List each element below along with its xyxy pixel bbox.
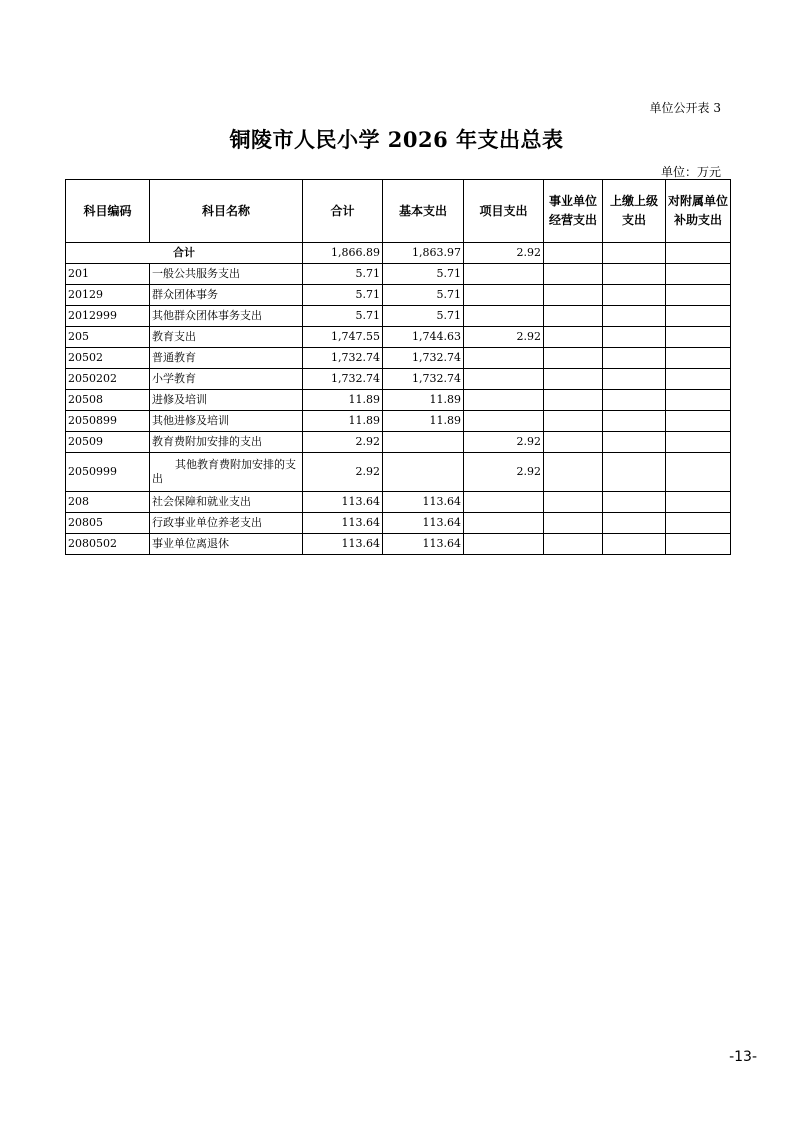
row-operation bbox=[544, 453, 603, 492]
row-operation bbox=[544, 411, 603, 432]
page-number: -13- bbox=[729, 1049, 757, 1065]
header-operation: 事业单位经营支出 bbox=[544, 180, 603, 243]
row-code: 2080502 bbox=[66, 534, 150, 555]
row-total: 11.89 bbox=[303, 390, 383, 411]
row-code: 2050899 bbox=[66, 411, 150, 432]
row-code: 201 bbox=[66, 264, 150, 285]
page-title: 铜陵市人民小学 2026 年支出总表 bbox=[229, 127, 564, 152]
row-total: 5.71 bbox=[303, 264, 383, 285]
row-upper bbox=[603, 306, 666, 327]
row-subsidy bbox=[666, 264, 731, 285]
row-project bbox=[464, 390, 544, 411]
table-row bbox=[66, 306, 731, 327]
row-project bbox=[464, 411, 544, 432]
row-project bbox=[464, 369, 544, 390]
row-code: 20509 bbox=[66, 432, 150, 453]
total-row bbox=[66, 243, 731, 264]
row-code: 205 bbox=[66, 327, 150, 348]
row-operation bbox=[544, 492, 603, 513]
row-basic: 1,732.74 bbox=[383, 348, 464, 369]
row-total: 2.92 bbox=[303, 432, 383, 453]
row-total: 113.64 bbox=[303, 513, 383, 534]
row-project bbox=[464, 513, 544, 534]
header-row bbox=[66, 180, 731, 243]
row-upper bbox=[603, 348, 666, 369]
row-basic: 11.89 bbox=[383, 411, 464, 432]
row-upper bbox=[603, 534, 666, 555]
row-upper bbox=[603, 432, 666, 453]
row-project: 2.92 bbox=[464, 432, 544, 453]
row-subsidy bbox=[666, 369, 731, 390]
row-code: 2050202 bbox=[66, 369, 150, 390]
row-name: 普通教育 bbox=[150, 348, 303, 369]
row-subsidy bbox=[666, 348, 731, 369]
row-operation bbox=[544, 327, 603, 348]
row-name: 教育费附加安排的支出 bbox=[150, 432, 303, 453]
total-project: 2.92 bbox=[464, 243, 544, 264]
row-total: 113.64 bbox=[303, 534, 383, 555]
row-basic bbox=[383, 453, 464, 492]
unit-label: 单位：万元 bbox=[660, 165, 721, 179]
row-total: 11.89 bbox=[303, 411, 383, 432]
row-upper bbox=[603, 411, 666, 432]
header-project: 项目支出 bbox=[464, 180, 544, 243]
row-code: 20502 bbox=[66, 348, 150, 369]
row-basic: 1,744.63 bbox=[383, 327, 464, 348]
row-name: 事业单位离退休 bbox=[150, 534, 303, 555]
row-subsidy bbox=[666, 285, 731, 306]
expenditure-table bbox=[65, 179, 731, 555]
header-upper: 上缴上级支出 bbox=[603, 180, 666, 243]
header-subsidy: 对附属单位补助支出 bbox=[666, 180, 731, 243]
row-subsidy bbox=[666, 534, 731, 555]
header-code: 科目编码 bbox=[66, 180, 150, 243]
table-row bbox=[66, 411, 731, 432]
row-code: 2012999 bbox=[66, 306, 150, 327]
row-subsidy bbox=[666, 492, 731, 513]
row-basic: 113.64 bbox=[383, 534, 464, 555]
row-operation bbox=[544, 348, 603, 369]
row-code: 2050999 bbox=[66, 453, 150, 492]
form-label: 单位公开表 3 bbox=[649, 101, 721, 115]
row-subsidy bbox=[666, 432, 731, 453]
row-project bbox=[464, 348, 544, 369]
table-row bbox=[66, 369, 731, 390]
row-operation bbox=[544, 534, 603, 555]
row-operation bbox=[544, 432, 603, 453]
row-subsidy bbox=[666, 513, 731, 534]
total-subsidy bbox=[666, 243, 731, 264]
table-row bbox=[66, 513, 731, 534]
row-upper bbox=[603, 390, 666, 411]
row-project: 2.92 bbox=[464, 453, 544, 492]
row-total: 5.71 bbox=[303, 306, 383, 327]
row-project: 2.92 bbox=[464, 327, 544, 348]
table-row bbox=[66, 390, 731, 411]
total-total: 1,866.89 bbox=[303, 243, 383, 264]
total-operation bbox=[544, 243, 603, 264]
row-operation bbox=[544, 369, 603, 390]
row-basic: 5.71 bbox=[383, 264, 464, 285]
row-total: 5.71 bbox=[303, 285, 383, 306]
table-row bbox=[66, 348, 731, 369]
table-row bbox=[66, 432, 731, 453]
row-project bbox=[464, 492, 544, 513]
row-name: 其他群众团体事务支出 bbox=[150, 306, 303, 327]
row-upper bbox=[603, 264, 666, 285]
row-project bbox=[464, 306, 544, 327]
row-subsidy bbox=[666, 327, 731, 348]
row-total: 2.92 bbox=[303, 453, 383, 492]
row-name: 其他进修及培训 bbox=[150, 411, 303, 432]
row-name: 其他教育费附加安排的支出 bbox=[150, 453, 303, 492]
row-project bbox=[464, 285, 544, 306]
table-row bbox=[66, 327, 731, 348]
row-project bbox=[464, 534, 544, 555]
row-operation bbox=[544, 285, 603, 306]
row-basic: 1,732.74 bbox=[383, 369, 464, 390]
row-upper bbox=[603, 327, 666, 348]
table-row bbox=[66, 453, 731, 492]
row-operation bbox=[544, 306, 603, 327]
row-code: 20805 bbox=[66, 513, 150, 534]
row-subsidy bbox=[666, 411, 731, 432]
header-total: 合计 bbox=[303, 180, 383, 243]
row-name: 行政事业单位养老支出 bbox=[150, 513, 303, 534]
row-name: 群众团体事务 bbox=[150, 285, 303, 306]
header-basic: 基本支出 bbox=[383, 180, 464, 243]
row-basic bbox=[383, 432, 464, 453]
row-name: 一般公共服务支出 bbox=[150, 264, 303, 285]
row-operation bbox=[544, 264, 603, 285]
row-name: 教育支出 bbox=[150, 327, 303, 348]
table-row bbox=[66, 534, 731, 555]
table-row bbox=[66, 285, 731, 306]
total-basic: 1,863.97 bbox=[383, 243, 464, 264]
row-basic: 113.64 bbox=[383, 513, 464, 534]
row-upper bbox=[603, 513, 666, 534]
total-label: 合计 bbox=[66, 243, 303, 264]
row-subsidy bbox=[666, 453, 731, 492]
row-subsidy bbox=[666, 390, 731, 411]
row-basic: 113.64 bbox=[383, 492, 464, 513]
row-code: 20129 bbox=[66, 285, 150, 306]
row-total: 1,732.74 bbox=[303, 369, 383, 390]
row-name: 小学教育 bbox=[150, 369, 303, 390]
row-code: 20508 bbox=[66, 390, 150, 411]
row-operation bbox=[544, 513, 603, 534]
row-name: 进修及培训 bbox=[150, 390, 303, 411]
row-upper bbox=[603, 369, 666, 390]
row-upper bbox=[603, 285, 666, 306]
row-total: 1,732.74 bbox=[303, 348, 383, 369]
row-basic: 5.71 bbox=[383, 306, 464, 327]
row-subsidy bbox=[666, 306, 731, 327]
table-row bbox=[66, 492, 731, 513]
row-upper bbox=[603, 453, 666, 492]
header-name: 科目名称 bbox=[150, 180, 303, 243]
total-upper bbox=[603, 243, 666, 264]
row-total: 113.64 bbox=[303, 492, 383, 513]
row-basic: 5.71 bbox=[383, 285, 464, 306]
row-name: 社会保障和就业支出 bbox=[150, 492, 303, 513]
row-operation bbox=[544, 390, 603, 411]
row-project bbox=[464, 264, 544, 285]
row-upper bbox=[603, 492, 666, 513]
table-row bbox=[66, 264, 731, 285]
row-total: 1,747.55 bbox=[303, 327, 383, 348]
row-basic: 11.89 bbox=[383, 390, 464, 411]
row-code: 208 bbox=[66, 492, 150, 513]
